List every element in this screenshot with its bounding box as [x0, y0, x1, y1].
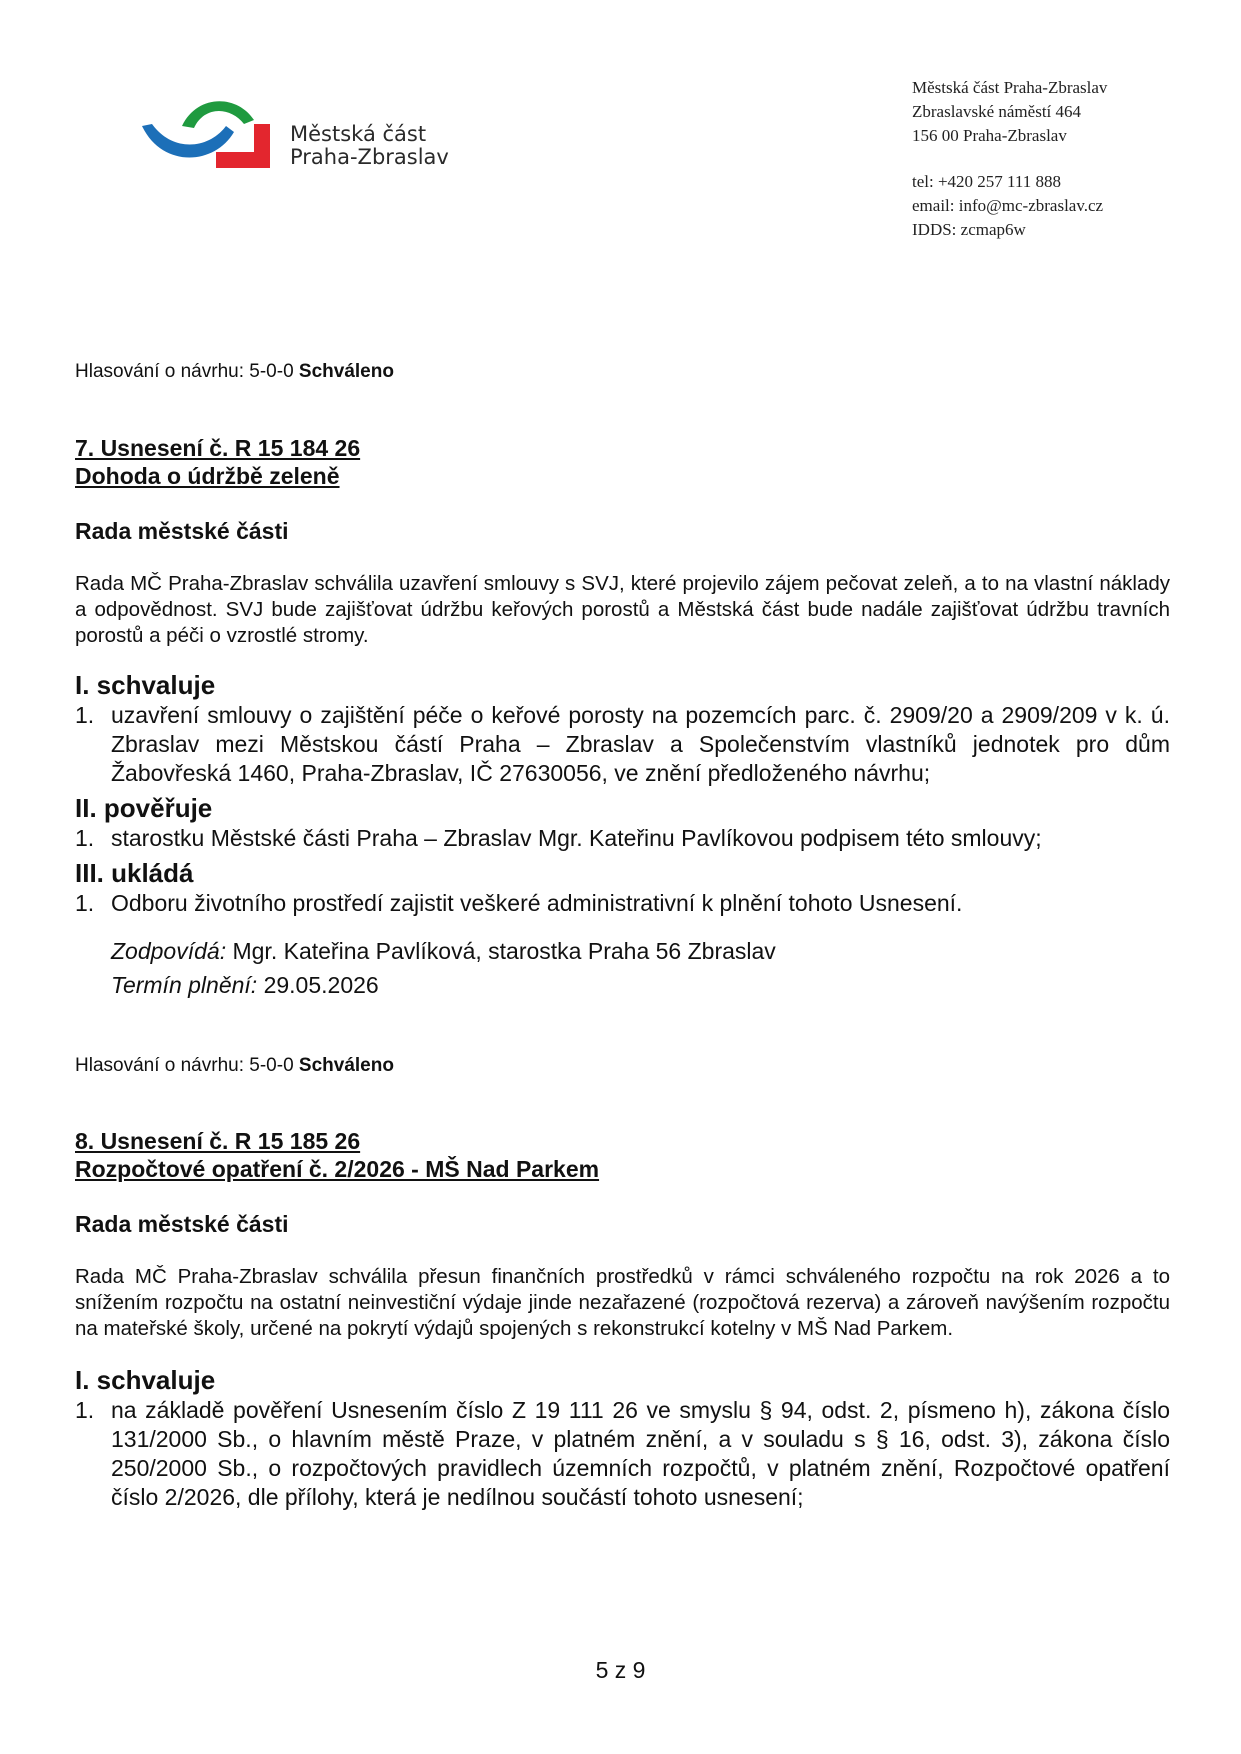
vote-status: Schváleno	[298, 1055, 394, 1076]
responsible-label: Zodpovídá:	[111, 938, 227, 964]
address-line: Městská část Praha-Zbraslav	[912, 78, 1108, 97]
vote-result-prev	[75, 360, 1170, 384]
address-line: Zbraslavské náměstí 464	[912, 102, 1082, 121]
responsible-value: Mgr. Kateřina Pavlíková, starostka Praha 56 Zbraslav	[232, 938, 776, 964]
list-item	[75, 889, 1170, 918]
logo-wordmark	[290, 123, 449, 169]
section-authorizes: II. pověřuje	[75, 793, 213, 823]
section-approves: I. schvaluje	[75, 670, 216, 700]
address-line: 156 00 Praha-Zbraslav	[912, 126, 1067, 145]
vote-numbers: 5-0-0	[249, 361, 294, 382]
resolution-8-intro: Rada MČ Praha-Zbraslav schválila přesun finančních prostředků v rámci schváleného rozpočtu na rok 2026 a to snížením rozpočtu na ostatní neinvestiční výdaje jinde nezařazené (rozpočtová rezerva) a zároveň navýšením rozpočtu na mateřské školy, určené na pokrytí výdajů spojených s rekonstrukcí kotelny v MŠ Nad Parkem.	[75, 1265, 1170, 1340]
item-number: 1.	[75, 1397, 95, 1423]
logo-emblem-icon	[142, 96, 282, 176]
item-text: Odboru životního prostředí zajistit veškeré administrativní k plnění tohoto Usnesení.	[111, 890, 963, 916]
logo-line-1: Městská část	[290, 122, 427, 146]
page-number: 5 z 9	[595, 1657, 646, 1683]
item-text: uzavření smlouvy o zajištění péče o keřové porosty na pozemcích parc. č. 2909/20 a 2909/209 v k. ú. Zbraslav mezi Městskou částí Praha – Zbraslav a Společenstvím vlastníků jednotek pro dům Žabovřeská 1460, Praha-Zbraslav, IČ 27630056, ve znění předloženého návrhu;	[111, 702, 1170, 786]
section-approves: I. schvaluje	[75, 1365, 216, 1395]
item-number: 1.	[75, 702, 95, 728]
section-imposes: III. ukládá	[75, 858, 194, 888]
resolution-7-title: Dohoda o údržbě zeleně	[75, 463, 340, 489]
resolution-7-intro: Rada MČ Praha-Zbraslav schválila uzavření smlouvy s SVJ, které projevilo zájem pečovat zeleň, a to na vlastní náklady a odpovědnost. SVJ bude zajišťovat údržbu keřových porostů a Městská část bude nadále zajišťovat údržbu travních porostů a péči o vzrostlé stromy.	[75, 572, 1170, 647]
item-text: starostku Městské části Praha – Zbraslav Mgr. Kateřinu Pavlíkovou podpisem této smlouvy;	[111, 825, 1042, 851]
vote-label: Hlasování o návrhu:	[75, 361, 244, 382]
list-item	[75, 1396, 1170, 1512]
document-body	[75, 360, 1170, 1512]
vote-result-7	[75, 1054, 1170, 1078]
resolution-8-number: 8. Usnesení č. R 15 185 26	[75, 1128, 361, 1154]
contact-email: email: info@mc-zbraslav.cz	[912, 196, 1104, 215]
address-block	[912, 76, 1107, 242]
responsible-line	[75, 934, 1170, 968]
deadline-label: Termín plnění:	[111, 972, 258, 998]
deadline-line	[75, 968, 1170, 1002]
contact-phone: tel: +420 257 111 888	[912, 172, 1062, 191]
item-number: 1.	[75, 825, 95, 851]
deadline-value: 29.05.2026	[263, 972, 379, 998]
list-item	[75, 824, 1170, 853]
resolution-7-number: 7. Usnesení č. R 15 184 26	[75, 435, 361, 461]
council-label: Rada městské části	[75, 518, 289, 544]
vote-label: Hlasování o návrhu:	[75, 1055, 244, 1076]
resolution-8-title: Rozpočtové opatření č. 2/2026 - MŠ Nad Parkem	[75, 1156, 600, 1182]
logo-line-2: Praha-Zbraslav	[290, 145, 449, 169]
vote-numbers: 5-0-0	[249, 1055, 294, 1076]
contact-idds: IDDS: zcmap6w	[912, 220, 1026, 239]
item-text: na základě pověření Usnesením číslo Z 19 111 26 ve smyslu § 94, odst. 2, písmeno h), zákona číslo 131/2000 Sb., o hlavním městě Praze, v platném znění, a v souladu s § 16, odst. 3), zákona číslo 250/2000 Sb., o rozpočtových pravidlech územních rozpočtů, v platném znění, Rozpočtové opatření číslo 2/2026, dle přílohy, která je nedílnou součástí tohoto usnesení;	[111, 1397, 1170, 1510]
item-number: 1.	[75, 890, 95, 916]
council-label: Rada městské části	[75, 1211, 289, 1237]
list-item	[75, 701, 1170, 788]
vote-status: Schváleno	[298, 361, 394, 382]
